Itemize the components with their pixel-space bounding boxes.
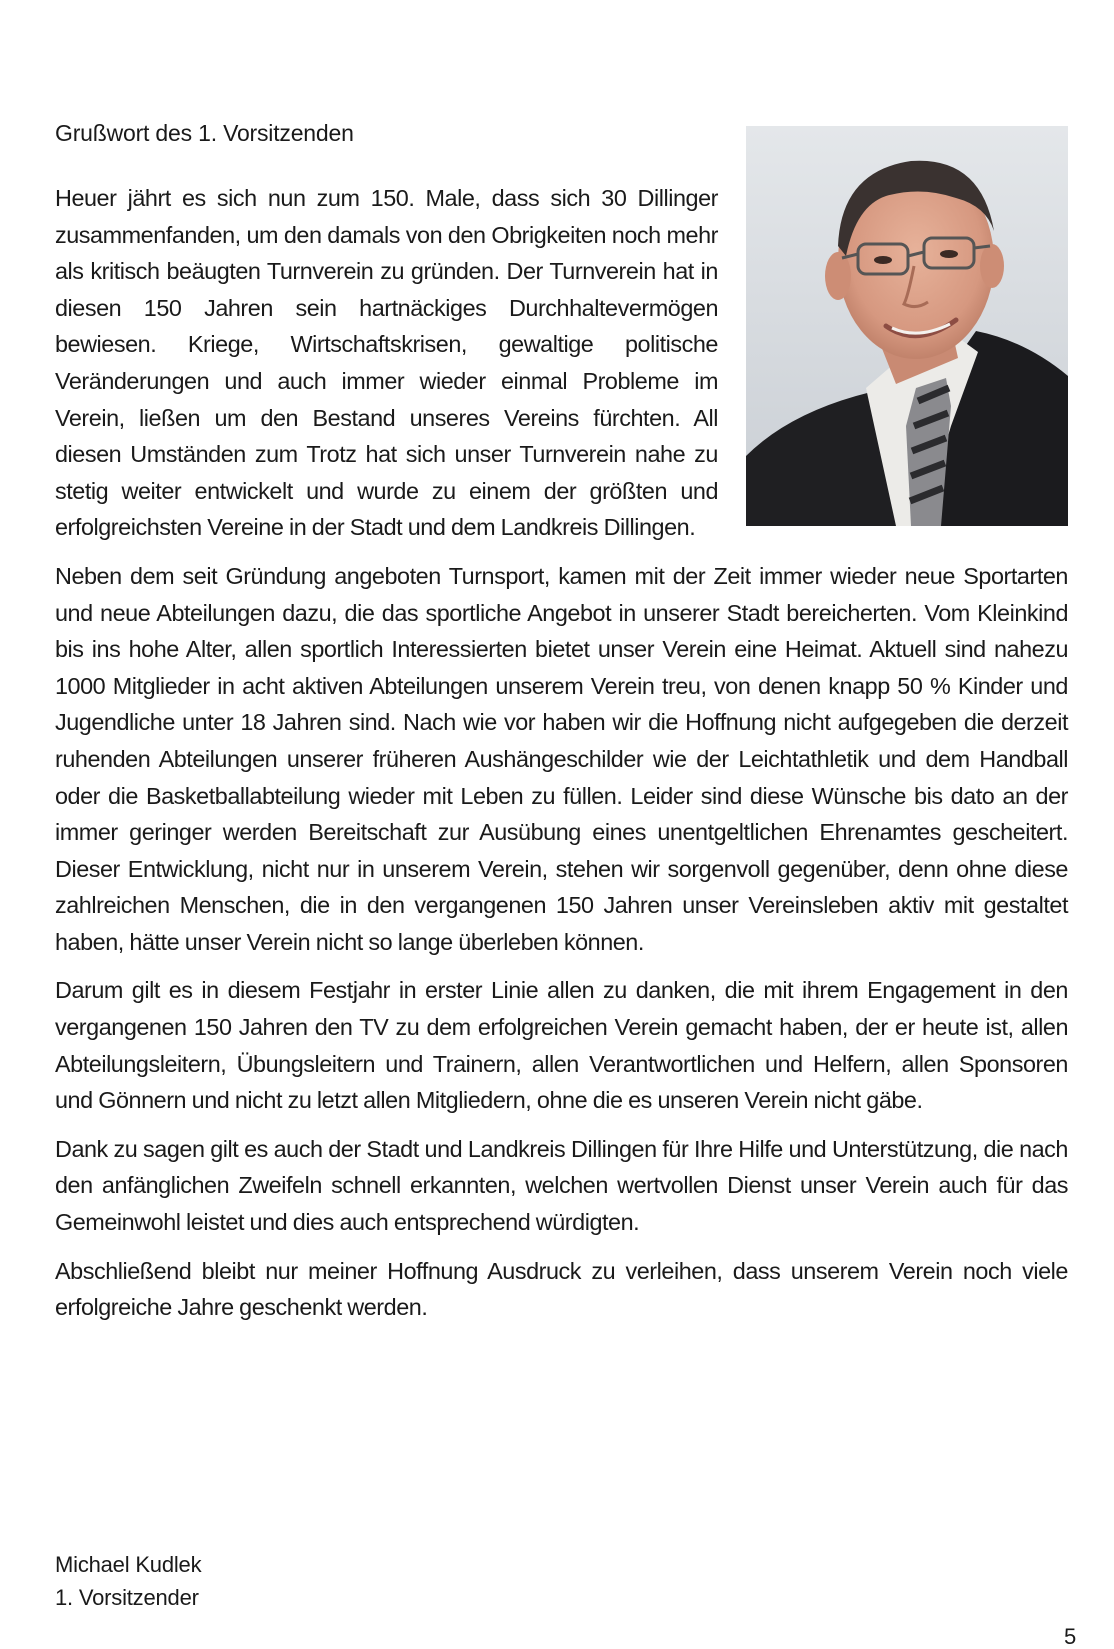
signature-block — [55, 1548, 201, 1614]
portrait-spacer — [718, 180, 1068, 535]
paragraph-4: Dank zu sagen gilt es auch der Stadt und Landkreis Dillingen für Ihre Hilfe und Unterstützung, die nach den anfänglichen Zweifeln schnell erkannten, welchen wertvollen Dienst unser Verein auch für das Gemeinwohl leistet und dies auch entsprechend würdigten. — [55, 1135, 1068, 1236]
signature-role: 1. Vorsitzender — [55, 1585, 199, 1610]
signature-name: Michael Kudlek — [55, 1552, 202, 1577]
paragraph-2: Neben dem seit Gründung angeboten Turnsport, kamen mit der Zeit immer wieder neue Sportarten und neue Abteilungen dazu, die das sportliche Angebot in unserer Stadt bereicherten. Vom Kleinkind bis ins hohe Alter, allen sportlich Interessierten bietet unser Verein eine Heimat. Aktuell sind nahezu 1000 Mitglieder in acht aktiven Abteilungen unserem Verein treu, von denen knapp 50 % Kinder und Jugendliche unter 18 Jahren sind. Nach wie vor haben wir die Hoffnung nicht aufgegeben die derzeit ruhenden Abteilungen unserer früheren Aushängeschilder wie der Leichtathletik und dem Handball oder die Basketballabteilung wieder mit Leben zu füllen. Leider sind diese Wünsche bis dato an der immer geringer werden Bereitschaft zur Ausübung eines unentgeltlichen Ehrenamtes gescheitert. Dieser Entwicklung, nicht nur in unserem Verein, stehen wir sorgenvoll gegenüber, denn ohne diese zahlreichen Menschen, die in den vergangenen 150 Jahren unser Vereinsleben aktiv mit gestaltet haben, hätte unser Verein nicht so lange überleben können. — [55, 562, 1068, 955]
page-number: 5 — [1064, 1624, 1077, 1649]
paragraph-3: Darum gilt es in diesem Festjahr in erster Linie allen zu danken, die mit ihrem Engagement in den vergangenen 150 Jahren den TV zu dem erfolgreichen Verein gemacht haben, der er heute ist, allen Abteilungsleitern, Übungsleitern und Trainern, allen Verantwortlichen und Helfern, allen Sponsoren und Gönnern und nicht zu letzt allen Mitgliedern, ohne die es unseren Verein nicht gäbe. — [55, 977, 1068, 1114]
body-text — [55, 180, 1068, 1338]
paragraph-5: Abschließend bleibt nur meiner Hoffnung Ausdruck zu verleihen, dass unserem Verein noch viele erfolgreiche Jahre geschenkt werden. — [55, 1257, 1068, 1321]
paragraph-1: Heuer jährt es sich nun zum 150. Male, dass sich 30 Dillinger zusammenfanden, um den damals von den Obrigkeiten noch mehr als kritisch beäugten Turnverein zu gründen. Der Turnverein hat in diesen 150 Jahren sein hartnäckiges Durchhaltevermögen bewiesen. Kriege, Wirtschaftskrisen, gewaltige politische Veränderungen und auch immer wieder einmal Probleme im Verein, ließen um den Bestand unseres Vereins fürchten. All diesen Umständen zum Trotz hat sich unser Turnverein nahe zu stetig weiter entwickelt und wurde zu einem der größten und erfolgreichsten Vereine in der Stadt und dem Landkreis Dillingen. — [55, 185, 718, 541]
page-heading: Grußwort des 1. Vorsitzenden — [55, 120, 354, 146]
